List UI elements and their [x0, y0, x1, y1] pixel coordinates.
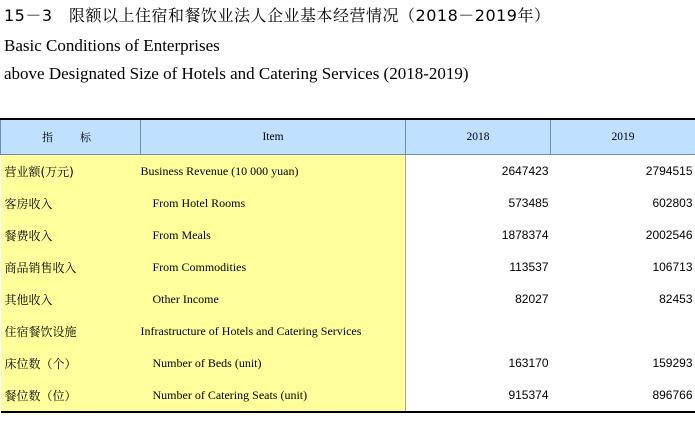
value-2018: 2647423: [406, 155, 551, 188]
page-title-english-line-2: above Designated Size of Hotels and Catering Services (2018-2019): [4, 64, 469, 83]
table-row: [1, 379, 695, 412]
row-label-cn: 营业额(万元): [1, 155, 141, 188]
value-2019: 2002546: [551, 219, 695, 251]
table-row: [1, 155, 695, 188]
row-label-cn: 其他收入: [1, 283, 141, 315]
table-row: [1, 347, 695, 379]
header-indicator-cn: 指 标: [1, 119, 141, 155]
page-title-chinese: 15－3 限额以上住宿和餐饮业法人企业基本经营情况（2018－2019年）: [4, 6, 551, 25]
value-2019: 82453: [551, 283, 695, 315]
value-2019: 2794515: [551, 155, 695, 188]
row-label-cn: 住宿餐饮设施: [1, 315, 141, 347]
row-label-cn: 餐位数（位）: [1, 379, 141, 412]
value-2019: 896766: [551, 379, 695, 412]
value-2018: 163170: [406, 347, 551, 379]
value-2018: 113537: [406, 251, 551, 283]
header-year-2018: 2018: [406, 119, 551, 155]
row-label-en: From Commodities: [141, 251, 406, 283]
value-2018: 82027: [406, 283, 551, 315]
row-label-en: Business Revenue (10 000 yuan): [141, 155, 406, 188]
value-2018: 573485: [406, 187, 551, 219]
row-label-en: From Meals: [141, 219, 406, 251]
table-row: [1, 251, 695, 283]
statistics-table: [0, 118, 695, 413]
value-2018: 1878374: [406, 219, 551, 251]
value-2019: 106713: [551, 251, 695, 283]
header-year-2019: 2019: [551, 119, 695, 155]
row-label-cn: 商品销售收入: [1, 251, 141, 283]
table-row: [1, 315, 695, 347]
value-2019: [551, 315, 695, 347]
value-2019: 602803: [551, 187, 695, 219]
row-label-en: Number of Beds (unit): [141, 347, 406, 379]
table-row: [1, 283, 695, 315]
table-row: [1, 219, 695, 251]
value-2018: 915374: [406, 379, 551, 412]
header-item: Item: [141, 119, 406, 155]
page-title-english-line-1: Basic Conditions of Enterprises: [4, 36, 220, 55]
row-label-en: From Hotel Rooms: [141, 187, 406, 219]
table-row: [1, 187, 695, 219]
value-2019: 159293: [551, 347, 695, 379]
row-label-cn: 客房收入: [1, 187, 141, 219]
table-header-row: [1, 119, 695, 155]
row-label-cn: 餐费收入: [1, 219, 141, 251]
row-label-cn: 床位数（个）: [1, 347, 141, 379]
row-label-en: Number of Catering Seats (unit): [141, 379, 406, 412]
value-2018: [406, 315, 551, 347]
row-label-en: Other Income: [141, 283, 406, 315]
row-label-en: Infrastructure of Hotels and Catering Services: [141, 315, 406, 347]
